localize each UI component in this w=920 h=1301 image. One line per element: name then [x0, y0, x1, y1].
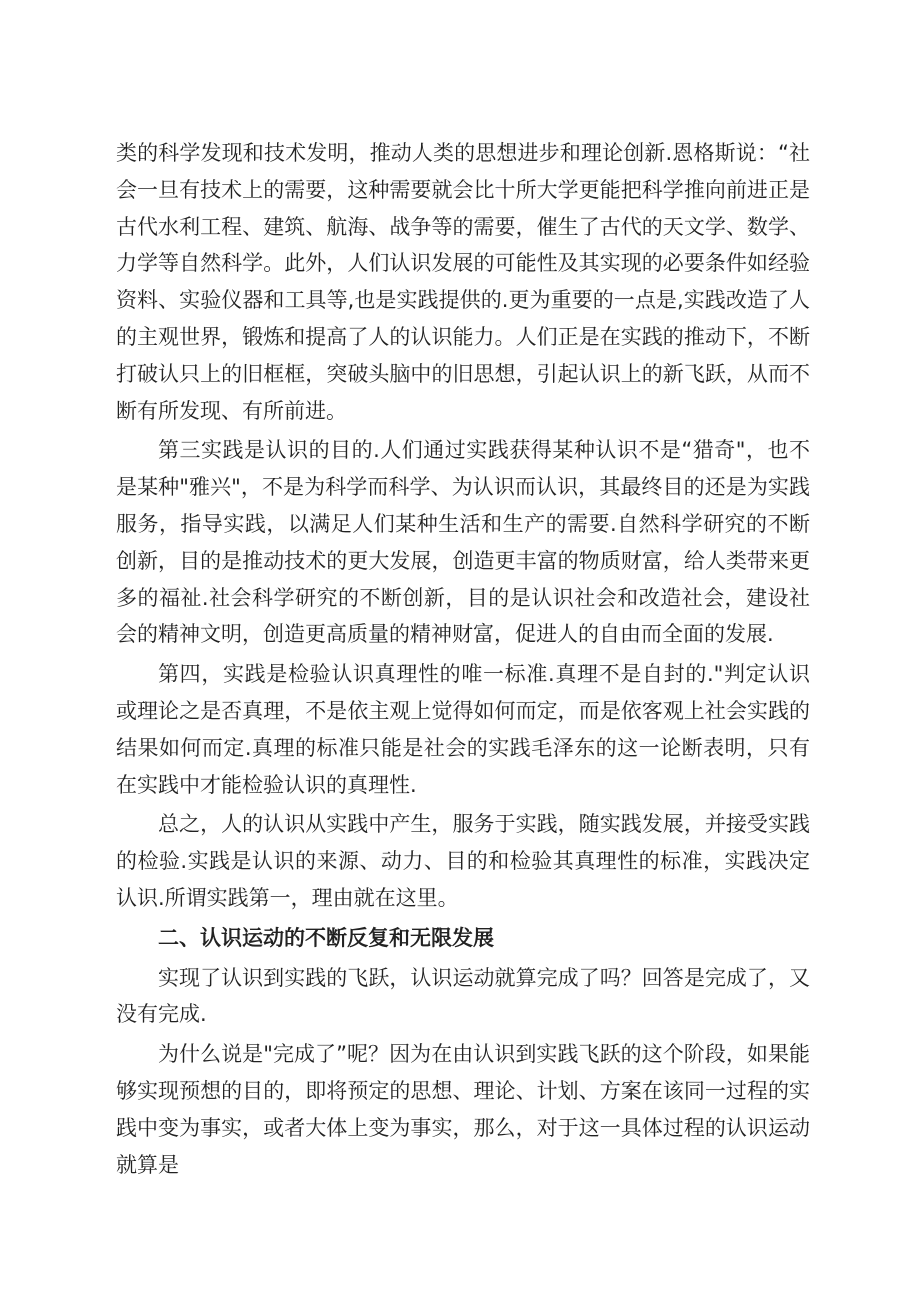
- paragraph-3: 第四，实践是检验认识真理性的唯一标准.真理不是自封的."判定认识或理论之是否真理，不是依主观上觉得如何而定，而是依客观上社会实践的结果如何而定.真理的标准只能是社会的实践毛泽东的这一论断表明，只有在实践中才能检验认识的真理性.: [116, 662, 810, 797]
- paragraph-6: 为什么说是"完成了”呢？因为在由认识到实践飞跃的这个阶段，如果能够实现预想的目的，即将预定的思想、理论、计划、方案在该同一过程的实践中变为事实，或者大体上变为事实，那么，对于这一具体过程的认识运动就算是: [116, 1042, 810, 1177]
- paragraph-4: 总之，人的认识从实践中产生，服务于实践，随实践发展，并接受实践的检验.实践是认识的来源、动力、目的和检验其真理性的标准，实践决定认识.所谓实践第一，理由就在这里。: [116, 812, 810, 910]
- paragraph-1: 类的科学发现和技术发明，推动人类的思想进步和理论创新.恩格斯说：“社会一旦有技术上的需要，这种需要就会比十所大学更能把科学推向前进正是古代水利工程、建筑、航海、战争等的需要，催生了古代的天文学、数学、力学等自然科学。此外，人们认识发展的可能性及其实现的必要条件如经验资料、实验仪器和工具等,也是实践提供的.更为重要的一点是,实践改造了人的主观世界，锻炼和提高了人的认识能力。人们正是在实践的推动下，不断打破认只上的旧框框，突破头脑中的旧思想，引起认识上的新飞跃，从而不断有所发现、有所前进。: [116, 141, 810, 423]
- paragraph-5: 实现了认识到实践的飞跃，认识运动就算完成了吗？回答是完成了，又没有完成.: [116, 965, 810, 1027]
- document-page: [116, 135, 810, 1186]
- section-heading: 二、认识运动的不断反复和无限发展: [158, 925, 494, 950]
- paragraph-2: 第三实践是认识的目的.人们通过实践获得某种认识不是“猎奇"，也不是某种"雅兴"，不是为科学而科学、为认识而认识，其最终目的还是为实践服务，指导实践，以满足人们某种生活和生产的需要.自然科学研究的不断创新，目的是推动技术的更大发展，创造更丰富的物质财富，给人类带来更多的福祉.社会科学研究的不断创新，目的是认识社会和改造社会，建设社会的精神文明，创造更高质量的精神财富，促进人的自由而全面的发展.: [116, 438, 810, 647]
